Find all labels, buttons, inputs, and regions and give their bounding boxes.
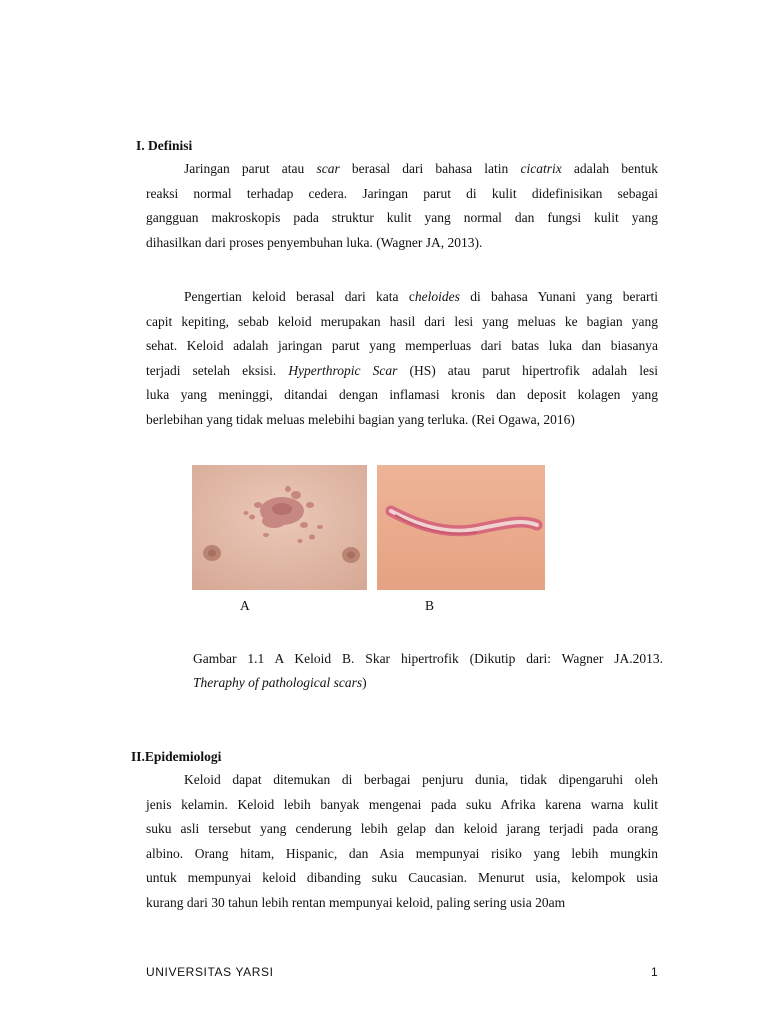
section-1-heading: I. Definisi: [136, 138, 193, 153]
text-line: capit kepiting, sebab keloid merupakan hasil dari lesi yang meluas ke bagian yang: [146, 313, 658, 329]
text-line: sehat. Keloid adalah jaringan parut yang memperluas dari batas luka dan biasanya: [146, 338, 658, 353]
italic-term: Hyperthropic Scar: [288, 362, 398, 378]
page-number: 1: [651, 965, 659, 979]
definition-paragraph: [146, 157, 658, 255]
keloid-photo: [192, 465, 367, 590]
figure-caption: [193, 647, 663, 695]
text-line: gangguan makroskopis pada struktur kulit yang normal dan fungsi kulit yang: [146, 210, 658, 225]
keloid-definition-paragraph: [146, 285, 658, 432]
text-line: berlebihan yang tidak meluas melebihi bagian yang terluka. (Rei Ogawa, 2016): [146, 411, 575, 427]
figure-label-a: A: [240, 598, 250, 613]
italic-term: scar: [316, 161, 340, 176]
text-line: terjadi setelah eksisi. Hyperthropic Scar (HS) atau parut hipertrofik adalah lesi: [146, 362, 658, 378]
keloid-image: [192, 465, 367, 590]
epidemiology-paragraph: [146, 768, 658, 915]
italic-term: Theraphy of pathological scars: [193, 675, 363, 690]
text-line: Pengertian keloid berasal dari kata cheloides di bahasa Yunani yang berarti: [184, 289, 658, 304]
text-line: Jaringan parut atau scar berasal dari bahasa latin cicatrix adalah bentuk: [184, 161, 658, 176]
italic-term: cicatrix: [520, 161, 562, 176]
text-line: Keloid dapat ditemukan di berbagai penjuru dunia, tidak dipengaruhi oleh: [184, 772, 658, 787]
text-line: dihasilkan dari proses penyembuhan luka. (Wagner JA, 2013).: [146, 234, 483, 250]
section-2-heading: II.Epidemiologi: [131, 749, 222, 764]
text-line: albino. Orang hitam, Hispanic, dan Asia mempunyai risiko yang lebih mungkin: [146, 845, 658, 861]
text-line: suku asli tersebut yang cenderung lebih gelap dan keloid jarang terjadi pada orang: [146, 821, 658, 836]
text-line: jenis kelamin. Keloid lebih banyak mengenai pada suku Afrika karena warna kulit: [146, 796, 658, 812]
text-line: luka yang meninggi, ditandai dengan inflamasi kronis dan deposit kolagen yang: [146, 387, 658, 402]
italic-term: heloides: [414, 289, 460, 304]
text-line: untuk mempunyai keloid dibanding suku Caucasian. Menurut usia, kelompok usia: [146, 870, 658, 885]
text-line: reaksi normal terhadap cedera. Jaringan parut di kulit didefinisikan sebagai: [146, 185, 658, 201]
text-line: kurang dari 30 tahun lebih rentan mempunyai keloid, paling sering usia 20am: [146, 894, 566, 910]
footer-university: UNIVERSITAS YARSI: [146, 965, 274, 979]
scar-image: [377, 465, 545, 590]
hypertrophic-scar-photo: [377, 465, 545, 590]
text-line: Theraphy of pathological scars): [193, 675, 367, 690]
text-line: Gambar 1.1 A Keloid B. Skar hipertrofik (Dikutip dari: Wagner JA.2013.: [193, 651, 663, 666]
figure-label-b: B: [425, 598, 435, 613]
